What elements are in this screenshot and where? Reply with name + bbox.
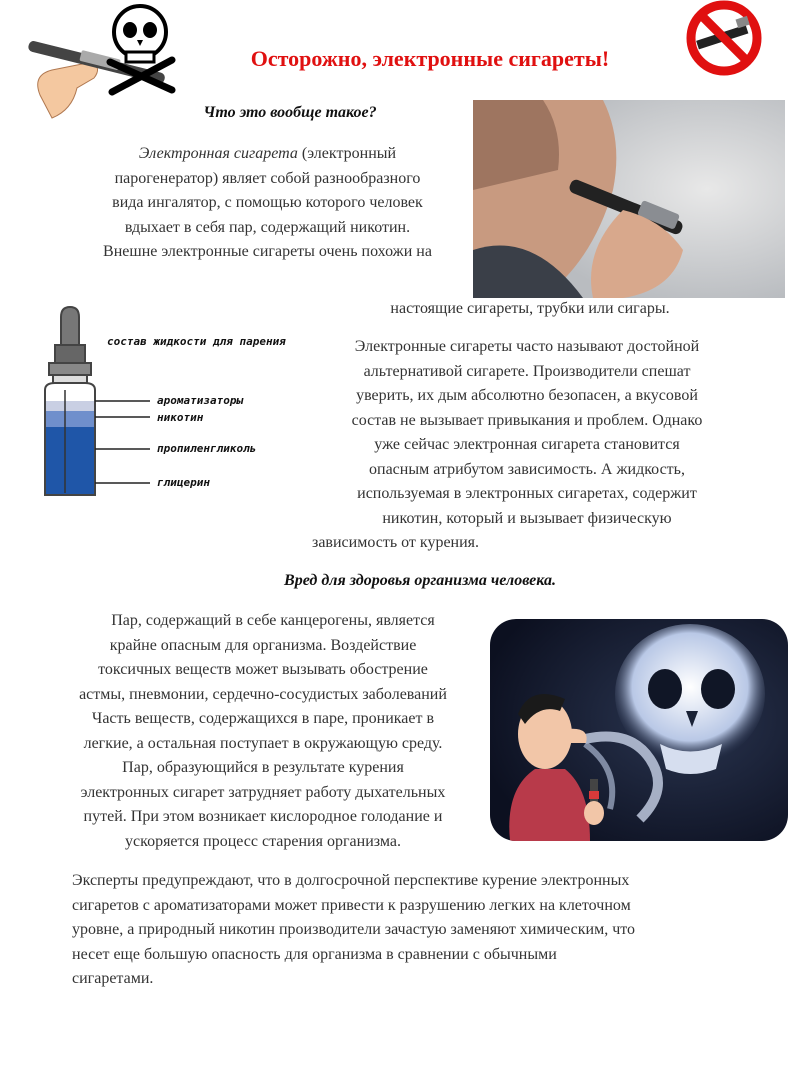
diagram-title: состав жидкости для парения bbox=[107, 335, 286, 348]
harm-line: ускоряется процесс старения организма. bbox=[125, 832, 401, 850]
no-smoking-icon bbox=[676, 0, 772, 78]
liquid-composition-diagram bbox=[35, 305, 310, 505]
harm-line: путей. При этом возникает кислородное голодание и bbox=[83, 808, 443, 825]
alt-line: состав не вызывает привыкания и проблем. Однако bbox=[351, 411, 703, 429]
harm-paragraph bbox=[38, 609, 488, 854]
harm-line: Пар, содержащий в себе канцерогены, является bbox=[111, 612, 435, 629]
experts-line: сигаретами. bbox=[72, 970, 154, 987]
layer-glycol-glycerin bbox=[46, 427, 94, 494]
experts-line: несет еще большую опасность для организма в сравнении с обычными bbox=[72, 945, 557, 963]
harm-line: астмы, пневмонии, сердечно-сосудистых заболеваний bbox=[79, 685, 447, 703]
layer-nicotine bbox=[46, 411, 94, 427]
harm-line: крайне опасным для организма. Воздействие bbox=[109, 636, 417, 654]
alt-line: уже сейчас электронная сигарета становится bbox=[374, 436, 680, 453]
label-flavors: ароматизаторы bbox=[157, 394, 244, 407]
intro-line: Внешне электронные сигареты очень похожи на bbox=[103, 243, 432, 260]
label-glycerin: глицерин bbox=[157, 476, 210, 489]
intro-line: вида ингалятор, с помощью которого человек bbox=[112, 194, 423, 211]
experts-line: уровне, а природный никотин производители зачастую заменяют химическим, что bbox=[72, 921, 636, 938]
label-propylene-glycol: пропиленгликоль bbox=[157, 442, 257, 455]
alt-line: альтернативой сигарете. Производители спешат bbox=[363, 362, 691, 380]
intro-paragraph bbox=[60, 142, 475, 265]
alt-line: никотин, который и вызывает физическую bbox=[382, 509, 672, 527]
intro-continuation: настоящие сигареты, трубки или сигары. bbox=[390, 300, 670, 317]
section-heading-health-harm: Вред для здоровья организма человека. bbox=[284, 572, 556, 589]
term-ecig: Электронная сигарета bbox=[138, 145, 298, 162]
alt-line: Электронные сигареты часто называют достойной bbox=[354, 338, 700, 355]
intro-line: парогенератор) являет собой разнообразного bbox=[114, 169, 421, 187]
experts-line: сигаретов с ароматизаторами может привести к разрушению легких на клеточном bbox=[72, 896, 631, 914]
alt-line: уверить, их дым абсолютно безопасен, а вкусовой bbox=[356, 387, 698, 404]
harm-line: Часть веществ, содержащихся в паре, проникает в bbox=[91, 710, 435, 727]
label-nicotine: никотин bbox=[157, 411, 204, 424]
harm-line: токсичных веществ может вызывать обострение bbox=[98, 661, 428, 678]
intro-line: (электронный bbox=[297, 145, 397, 162]
harm-line: электронных сигарет затрудняет работу дыхательных bbox=[80, 783, 446, 801]
alt-line: опасным атрибутом зависимость. А жидкость, bbox=[369, 460, 685, 478]
alt-line: используемая в электронных сигаретах, содержит bbox=[357, 485, 697, 502]
layer-flavors bbox=[46, 401, 94, 411]
harm-line: Пар, образующийся в результате курения bbox=[122, 759, 404, 776]
alt-line: зависимость от курения. bbox=[312, 534, 480, 551]
experts-line: Эксперты предупреждают, что в долгосрочной перспективе курение электронных bbox=[72, 872, 630, 889]
harm-line: легкие, а остальная поступает в окружающую среду. bbox=[83, 734, 443, 752]
experts-paragraph bbox=[72, 869, 762, 992]
skull-smoke-illustration bbox=[490, 619, 788, 841]
intro-line: вдыхает в себя пар, содержащий никотин. bbox=[124, 218, 411, 236]
section-heading-what-is-it: Что это вообще такое? bbox=[203, 104, 377, 121]
page-title: Осторожно, электронные сигареты! bbox=[250, 46, 610, 71]
alternative-paragraph bbox=[302, 335, 752, 556]
man-vaping-photo bbox=[473, 100, 785, 298]
